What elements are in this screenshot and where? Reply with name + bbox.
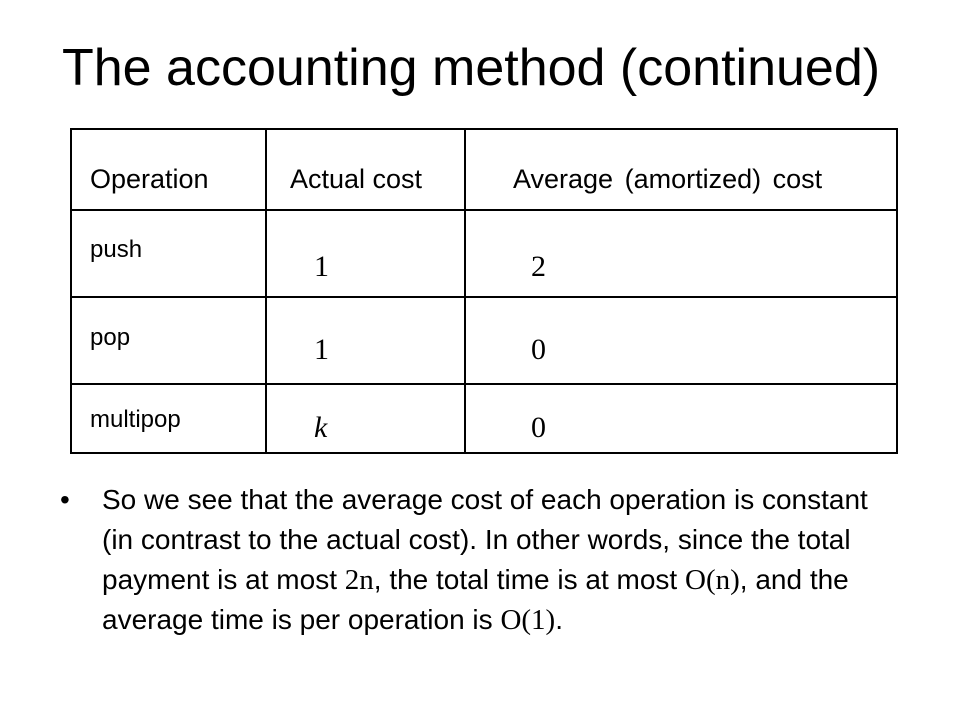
math-o-1: O(1) — [500, 604, 556, 636]
row-multipop-operation: multipop — [90, 406, 181, 433]
bullet-marker: • — [60, 484, 70, 515]
math-o-n: O(n) — [685, 564, 740, 596]
row-pop-actual: 1 — [314, 333, 329, 366]
row-multipop-actual: k — [314, 411, 328, 444]
bullet-text — [102, 480, 880, 640]
bullet-text-part1: So we see that the average cost of each operation is constant (in contrast to the actual cost). In other words, since the total payment is at most — [102, 484, 868, 595]
bullet-text-part2: , the total time is at most — [373, 564, 685, 595]
bullet-text-part3: , and the average time is per operation is — [102, 564, 849, 635]
row-pop-amortized: 0 — [531, 333, 546, 366]
row-push-operation: push — [90, 236, 143, 263]
bullet-text-part4: . — [555, 604, 563, 635]
row-push-amortized: 2 — [531, 250, 546, 283]
row-pop-operation: pop — [90, 324, 131, 351]
math-2n: 2n — [344, 564, 374, 596]
header-operation: Operation — [90, 164, 209, 194]
row-divider — [72, 296, 896, 298]
header-actual-cost: Actual cost — [290, 164, 423, 194]
bullet-paragraph — [60, 480, 880, 640]
slide-title: The accounting method (continued) — [62, 39, 881, 97]
row-push-actual: 1 — [314, 250, 329, 283]
row-divider — [72, 383, 896, 385]
column-divider — [464, 130, 466, 452]
row-multipop-amortized: 0 — [531, 411, 546, 444]
column-divider — [265, 130, 267, 452]
row-divider — [72, 209, 896, 211]
cost-table — [70, 128, 898, 454]
header-amortized-cost: Average (amortized) cost — [513, 164, 823, 194]
